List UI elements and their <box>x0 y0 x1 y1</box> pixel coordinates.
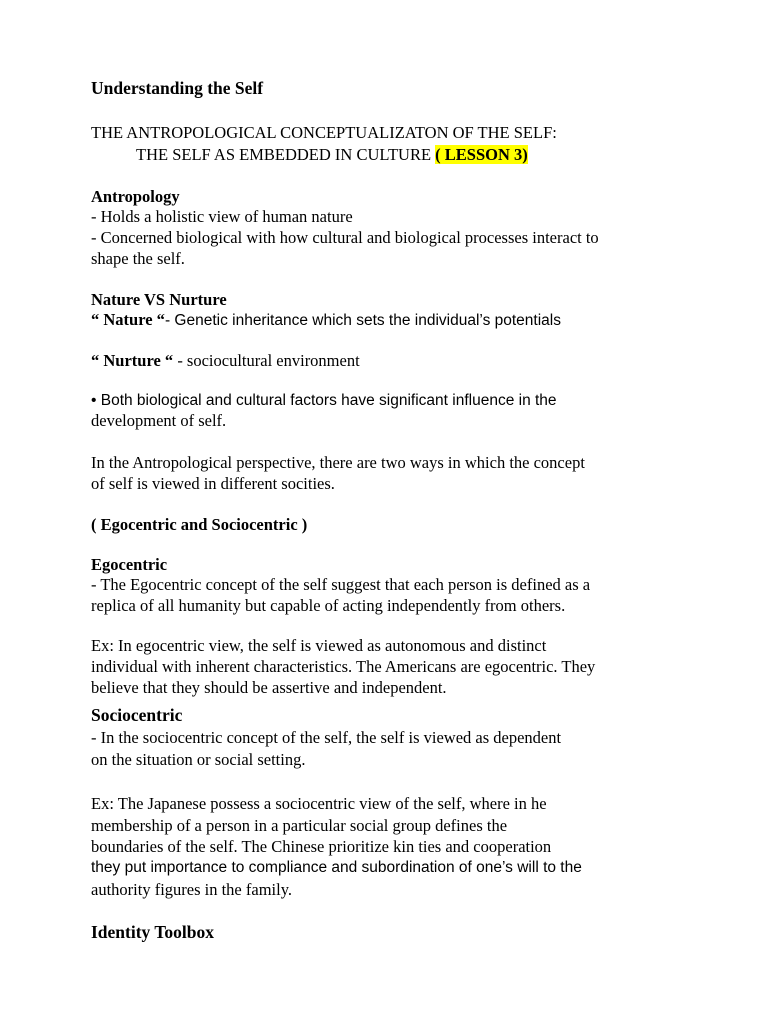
sociocentric-example: authority figures in the family. <box>91 880 293 899</box>
egocentric-example: Ex: In egocentric view, the self is viewed as autonomous and distinct <box>91 636 547 655</box>
nature-term: “ Nature “ <box>91 310 165 329</box>
sociocentric-heading: Sociocentric <box>91 705 183 725</box>
sociocentric-example: membership of a person in a particular social group defines the <box>91 816 508 835</box>
identity-toolbox-heading: Identity Toolbox <box>91 922 215 942</box>
perspective-line: of self is viewed in different socities. <box>91 474 335 493</box>
nurture-text: - sociocultural environment <box>173 351 360 370</box>
sociocentric-example: boundaries of the self. The Chinese prioritize kin ties and cooperation <box>91 837 552 856</box>
egocentric-example: believe that they should be assertive and independent. <box>91 678 447 697</box>
sociocentric-example: they put importance to compliance and subordination of one’s will to the <box>91 859 582 876</box>
nature-definition <box>91 309 561 331</box>
nurture-term: “ Nurture “ <box>91 351 174 370</box>
lesson-subtitle-line1: THE ANTROPOLOGICAL CONCEPTUALIZATON OF THE SELF: <box>91 123 557 142</box>
antropology-heading: Antropology <box>91 187 180 206</box>
sociocentric-line: on the situation or social setting. <box>91 750 306 769</box>
antropology-line: - Holds a holistic view of human nature <box>91 207 353 226</box>
subtitle-text: THE SELF AS EMBEDDED IN CULTURE <box>136 145 436 164</box>
egocentric-heading: Egocentric <box>91 555 168 574</box>
egocentric-example: individual with inherent characteristics. The Americans are egocentric. They <box>91 657 596 676</box>
nature-text: - Genetic inheritance which sets the individual’s potentials <box>164 312 561 329</box>
influence-line: development of self. <box>91 411 227 430</box>
sociocentric-line: - In the sociocentric concept of the self, the self is viewed as dependent <box>91 728 562 747</box>
concepts-pair: ( Egocentric and Sociocentric ) <box>91 515 308 534</box>
antropology-line: shape the self. <box>91 249 185 268</box>
document-title: Understanding the Self <box>91 78 264 98</box>
egocentric-line: - The Egocentric concept of the self suggest that each person is defined as a <box>91 575 591 594</box>
lesson-subtitle-line2 <box>136 144 528 165</box>
antropology-line: - Concerned biological with how cultural and biological processes interact to <box>91 228 599 247</box>
egocentric-line: replica of all humanity but capable of acting independently from others. <box>91 596 566 615</box>
nurture-definition <box>91 350 360 371</box>
influence-bullet: • Both biological and cultural factors have significant influence in the <box>91 392 557 409</box>
sociocentric-example: Ex: The Japanese possess a sociocentric view of the self, where in he <box>91 794 547 813</box>
lesson-number-highlight: ( LESSON 3) <box>435 145 528 164</box>
perspective-line: In the Antropological perspective, there are two ways in which the concept <box>91 453 585 472</box>
nature-nurture-heading: Nature VS Nurture <box>91 290 227 309</box>
